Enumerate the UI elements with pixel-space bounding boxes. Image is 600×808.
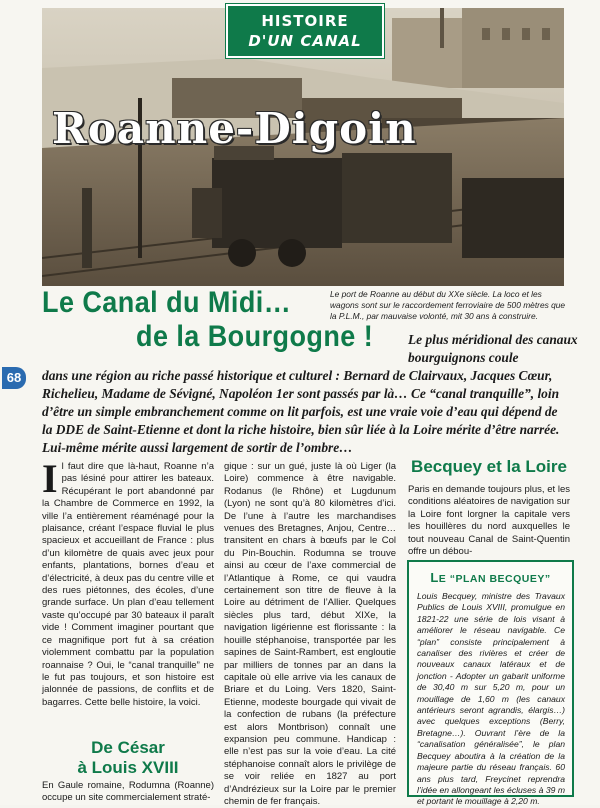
column-1 — [42, 456, 214, 709]
section-header-line2: D'UN CANAL — [248, 32, 362, 50]
lead-first: Le plus méridional des canaux bourguignons coule — [408, 332, 578, 365]
subhead-cesar — [42, 738, 214, 778]
drop-cap: I — [42, 456, 58, 501]
lead-paragraph: dans une région au riche passé historique et culturel : Bernard de Clairvaux, Jacques Cœur, Richelieu, Madame de Sévigné, Napoléon 1er sont passés par là… Ce “canal tranquille”, loin d’être un simple embranchement comme on lit parfois, est une vraie voie d’eau qui dépend de la DDE de Saint-Etienne et dont la riche histoire, bien sûr liée à la Loire mérite d’être narrée. Lui-même mérite aussi largement de sortir de l’ombre… — [42, 368, 560, 455]
column-1-text: l faut dire que là-haut, Roanne n’a pas lésiné pour attirer les bateaux. Récupérant le port abandonné par la Chambre de Commerce en 1992, la ville l’a entièrement réaménagé pour la plaisance, créant l’espace fluvial le plus spacieux et accueillant de France : plus d’un kilomètre de quais avec jeux pour enfants, plantations, bornes d’eau et d’électricité, à deux pas du centre ville et des rues piétonnes, des écoles, d’une grande surface. Un plan d’eau tellement vaste qu’occupé par 30 bateaux il paraît vide ! Comment imaginer pourtant que ce magnifique port fut à sa création violemment combattu par la population roannaise ? Oui, le “canal tranquille” ne le fut pas toujours, et son histoire est jalonnée de passions, de conflits et de bagarres. Cette belle histoire, la voici. — [42, 461, 214, 708]
box-title — [409, 570, 572, 585]
section-header — [226, 4, 384, 58]
column-3: Paris en demande toujours plus, et les conditions aléatoires de navigation sur la Loire font lorgner la capitale vers les houillères du nord auxquelles le tout nouveau Canal de Saint-Quentin offre un débou- — [408, 484, 570, 558]
subhead-cesar-line2: à Louis XVIII — [77, 758, 179, 777]
column-1-end: En Gaule romaine, Rodumna (Roanne) occupe un site commercialement straté- — [42, 780, 214, 804]
article-title: Roanne-Digoin — [52, 104, 417, 153]
box-text: Louis Becquey, ministre des Travaux Publics de Louis XVIII, promulgue en 1821-22 une série de lois visant à améliorer le réseau navigable. Ce “plan” consiste principalement à canaliser des rivières et créer de nouveaux canaux latéraux et de jonction - Adopter un gabarit uniforme de 30,40 m sur 5,20 m, pour un mouillage de 1,60 m (les canaux antérieurs seront agrandis, élargis…) avec quelques exceptions (Berry, Bretagne…). Ouvrant l’ère de la “canalisation généralisée”, le plan Becquey aboutira à la création de la majeure partie du réseau français. 60 ans plus tard, Freycinet reprendra l’idée en allongeant les écluses à 39 m et portant le mouillage à 2,20 m. — [417, 591, 565, 807]
subhead-cesar-line1: De César — [91, 738, 165, 757]
section-header-line1: HISTOIRE — [261, 12, 349, 30]
headline-line2: de la Bourgogne ! — [136, 320, 374, 353]
headline-line1: Le Canal du Midi… — [42, 286, 292, 319]
subhead-becquey: Becquey et la Loire — [411, 457, 567, 476]
page-number: 68 — [2, 367, 26, 389]
column-2: gique : sur un gué, juste là où Liger (la Loire) commence à être navigable. Rodanus (le Rhône) et Lugdunum (Lyon) ne sont qu’à 80 kilomètres d’ici. De l’une à l’autre les marchandises venues des Bretagnes, Anjou, Centre… transitent en chars à bœufs par le Col du Pin-Bouchin. Rodumna se trouve ainsi au cœur de l’axe commercial de l’Atlantique à Rome, ce qui vaudra certainement son titre de fleuve à la Loire au détriment de l’Allier. Quelques siècles plus tard, début XIXe, la navigation ligérienne est florissante : la houille stéphanoise, transportée par les sapines de Saint-Rambert, est engloutie par milliers de tonnes par an dans la capitale où elle arrive via les canaux de Briare et du Loing. Vers 1820, Saint-Etienne, modeste bourgade qui vivait de la confection de rubans (la préfecture est alors Montbrison) connaît une expansion peu commune. Handicap : elle n’est pas sur la voie d’eau. La cité stéphanoise connaît alors le privilège de se voir reliée en 1827 au port d’Andrézieux sur la Loire par le premier chemin de fer français. — [224, 461, 396, 807]
box-title-initial: L — [430, 570, 439, 585]
plan-becquey-box — [407, 560, 574, 807]
box-title-rest: E “PLAN BECQUEY” — [438, 573, 551, 585]
photo-caption: Le port de Roanne au début du XXe siècle. La loco et les wagons sont sur le raccordement ferroviaire de 500 mètres que la P.L.M., par mauvaise volonté, mit 30 ans à construire. — [330, 289, 566, 321]
